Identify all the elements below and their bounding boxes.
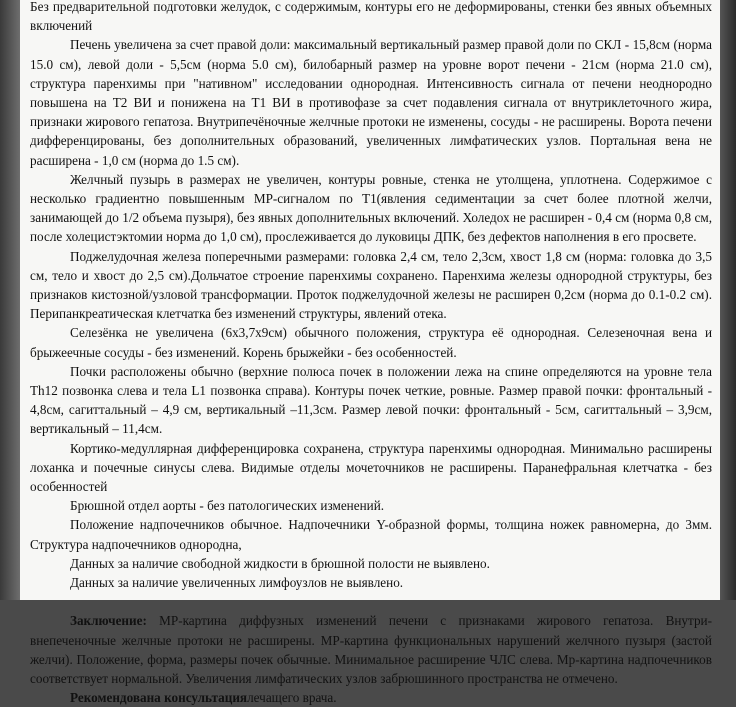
paragraph-free-fluid: Данных за наличие свободной жидкости в брюшной полости не выявлено.	[70, 555, 490, 571]
recommendation-text: лечащего врача.	[247, 690, 337, 706]
paragraph-spleen: Селезёнка не увеличена (6х3,7х9см) обычного положения, структура её однородная. Селезеночная вена и брыжеечные сосуды - без изменений. Корень брыжейки - без особенностей.	[30, 325, 712, 360]
conclusion-text: МР-картина диффузных изменений печени с признаками жирового гепатоза. Внутри-внепеченочные желчные протоки не расширены. МР-картина функциональных нарушений желчного пузыря (застой желчи). Положение, форма, размеры почек обычные. Минимальное расширение ЧЛС слева. Мр-картина надпочечников соответствует нормальной. Увеличения лимфатических узлов забрюшинного пространства не отмечено.	[30, 613, 712, 686]
paragraph-pancreas: Поджелудочная железа поперечными размерами: головка 2,4 см, тело 2,3см, хвост 1,8 см (норма: головка до 3,5 см, тело и хвост до 2,5 см).Дольчатое строение паренхимы сохранено. Паренхима железы однородной структуры, без признаков кистозной/узловой трансформации. Проток поджелудочной железы не расширен 0,2см (норма до 0.1-0.2 см). Перипанкреатическая клетчатка без изменений структуры, явлений отека.	[30, 248, 712, 322]
paragraph-gallbladder: Желчный пузырь в размерах не увеличен, контуры ровные, стенка не утолщена, уплотнена. Содержимое с несколько градиентно повышенным МР-сигналом по Т1(явления седиментации за счет более плотной желчи, занимающей до 1/2 объема пузыря), без явных дополнительных включений. Холедох не расширен - 0,4 см (норма 0,8 см, после холецистэктомии норма до 1,0 см), прослеживается до луковицы ДПК, без дефектов наполнения в его просвете.	[30, 171, 712, 245]
photo-left-edge	[0, 0, 20, 600]
report-body	[30, 0, 712, 707]
paragraph-stomach: Без предварительной подготовки желудок, с содержимым, контуры его не деформированы, стенки без явных объемных включений	[30, 0, 712, 34]
paragraph-liver: Печень увеличена за счет правой доли: максимальный вертикальный размер правой доли по СКЛ - 15,8см (норма 15.0 см), левой доли - 5,5см (норма 5.0 см), билобарный размер на уровне ворот печени - 21см (норма 21.0 см), структура паренхимы при "нативном" исследовании однородная. Интенсивность сигнала от печени неоднородно повышена на Т2 ВИ и понижена на Т1 ВИ в противофазе за счет подавления сигнала от внутриклеточного жира, признаки жирового гепатоза. Внутрипечёночные желчные протоки не изменены, сосуды - не расширены. Ворота печени дифференцированы, без дополнительных образований, увеличенных лимфатических узлов. Портальная вена не расширена - 1,0 см (норма до 1.5 см).	[30, 37, 712, 168]
conclusion-label: Заключение:	[70, 613, 147, 629]
paragraph-adrenals: Положение надпочечников обычное. Надпочечники Y-образной формы, толщина ножек равномерна, до 3мм. Структура надпочечников однородна,	[30, 517, 712, 552]
paragraph-kidneys: Почки расположены обычно (верхние полюса почек в положении лежа на спине определяются на уровне тела Th12 позвонка слева и тела L1 позвонка справа). Контуры почек четкие, ровные. Размер правой почки: фронтальный - 4,8см, сагиттальный – 4,9 см, вертикальный –11,3см. Размер левой почки: фронтальный - 5см, сагиттальный – 3,9см, вертикальный – 11,4см.	[30, 363, 712, 437]
paragraph-kidney-structure: Кортико-медуллярная дифференцировка сохранена, структура паренхимы однородная. Минимально расширены лоханка и почечные синусы слева. Видимые отделы мочеточников не расширены. Паранефральная клетчатка - без особенностей	[30, 440, 712, 495]
conclusion	[30, 611, 712, 688]
recommendation	[30, 688, 712, 707]
recommendation-label: Рекомендована консультация	[70, 690, 248, 706]
photo-right-edge	[720, 0, 736, 600]
document-page	[20, 0, 720, 706]
paragraph-lymph-nodes: Данных за наличие увеличенных лимфоузлов не выявлено.	[70, 575, 404, 591]
paragraph-aorta: Брюшной отдел аорты - без патологических изменений.	[70, 498, 385, 514]
